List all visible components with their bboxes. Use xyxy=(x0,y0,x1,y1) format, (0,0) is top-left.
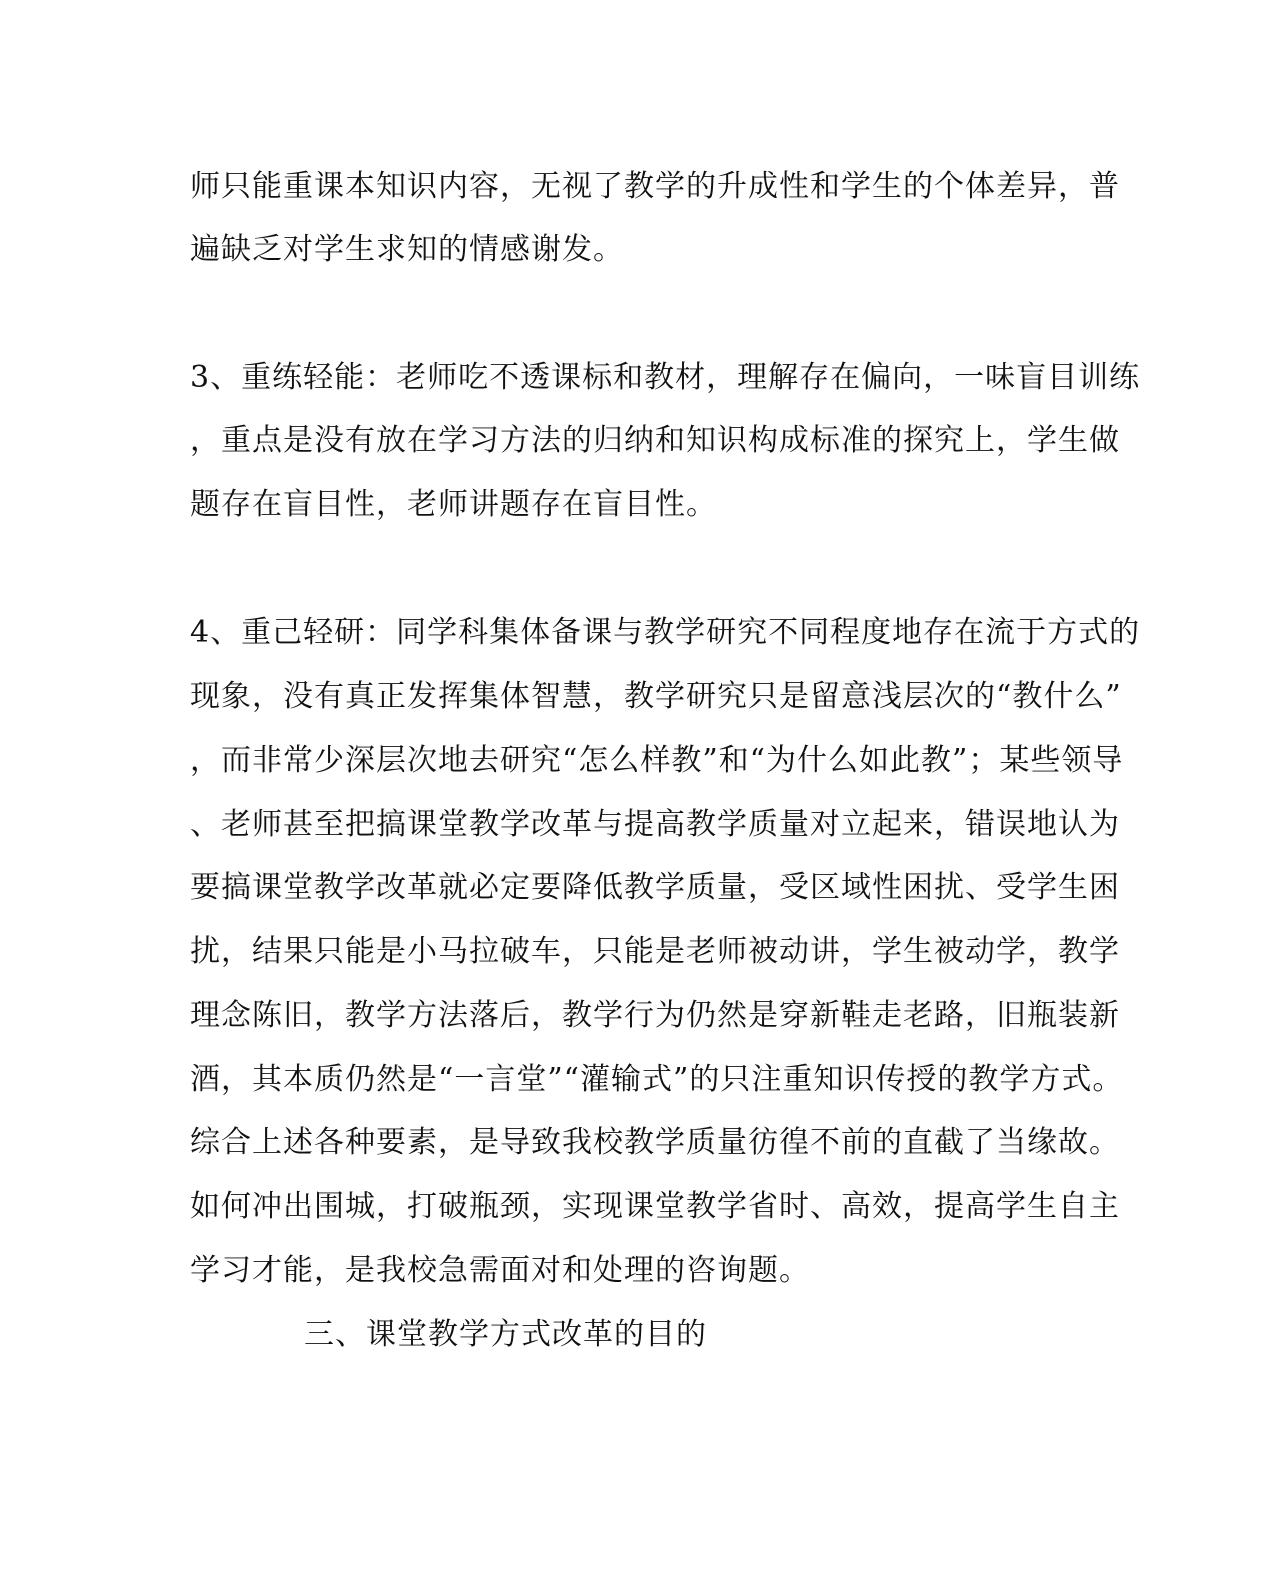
text-line: 现象，没有真正发挥集体智慧，教学研究只是留意浅层次的“教什么” xyxy=(190,679,1122,714)
text-line: 酒，其本质仍然是“一言堂”“灌输式”的只注重知识传授的教学方式。 xyxy=(190,1062,1124,1097)
text-line: 题存在盲目性，老师讲题存在盲目性。 xyxy=(190,487,717,522)
text-line: 综合上述各种要素，是导致我校教学质量彷徨不前的直截了当缘故。 xyxy=(190,1125,1120,1160)
text-line: ，重点是没有放在学习方法的归纳和知识构成标准的探究上，学生做 xyxy=(190,423,1120,458)
text-line: 如何冲出围城，打破瓶颈，实现课堂教学省时、高效，提高学生自主 xyxy=(190,1189,1120,1224)
text-line: 理念陈旧，教学方法落后，教学行为仍然是穿新鞋走老路，旧瓶装新 xyxy=(190,998,1120,1033)
section-heading: 三、课堂教学方式改革的目的 xyxy=(304,1317,707,1352)
text-line: 要搞课堂教学改革就必定要降低教学质量，受区域性困扰、受学生困 xyxy=(190,870,1120,905)
text-line: 学习才能，是我校急需面对和处理的咨询题。 xyxy=(190,1253,810,1288)
text-line: 4、重己轻研：同学科集体备课与教学研究不同程度地存在流于方式的 xyxy=(190,615,1141,650)
text-line: 遍缺乏对学生求知的情感谢发。 xyxy=(190,232,624,267)
text-line: 扰，结果只能是小马拉破车，只能是老师被动讲，学生被动学，教学 xyxy=(190,934,1120,969)
text-line: 师只能重课本知识内容，无视了教学的升成性和学生的个体差异，普 xyxy=(190,169,1120,204)
text-line: 3、重练轻能：老师吃不透课标和教材，理解存在偏向，一味盲目训练 xyxy=(190,360,1141,395)
text-line: 、老师甚至把搞课堂教学改革与提高教学质量对立起来，错误地认为 xyxy=(190,807,1120,842)
text-line: ，而非常少深层次地去研究“怎么样教”和“为什么如此教”；某些领导 xyxy=(190,743,1124,778)
